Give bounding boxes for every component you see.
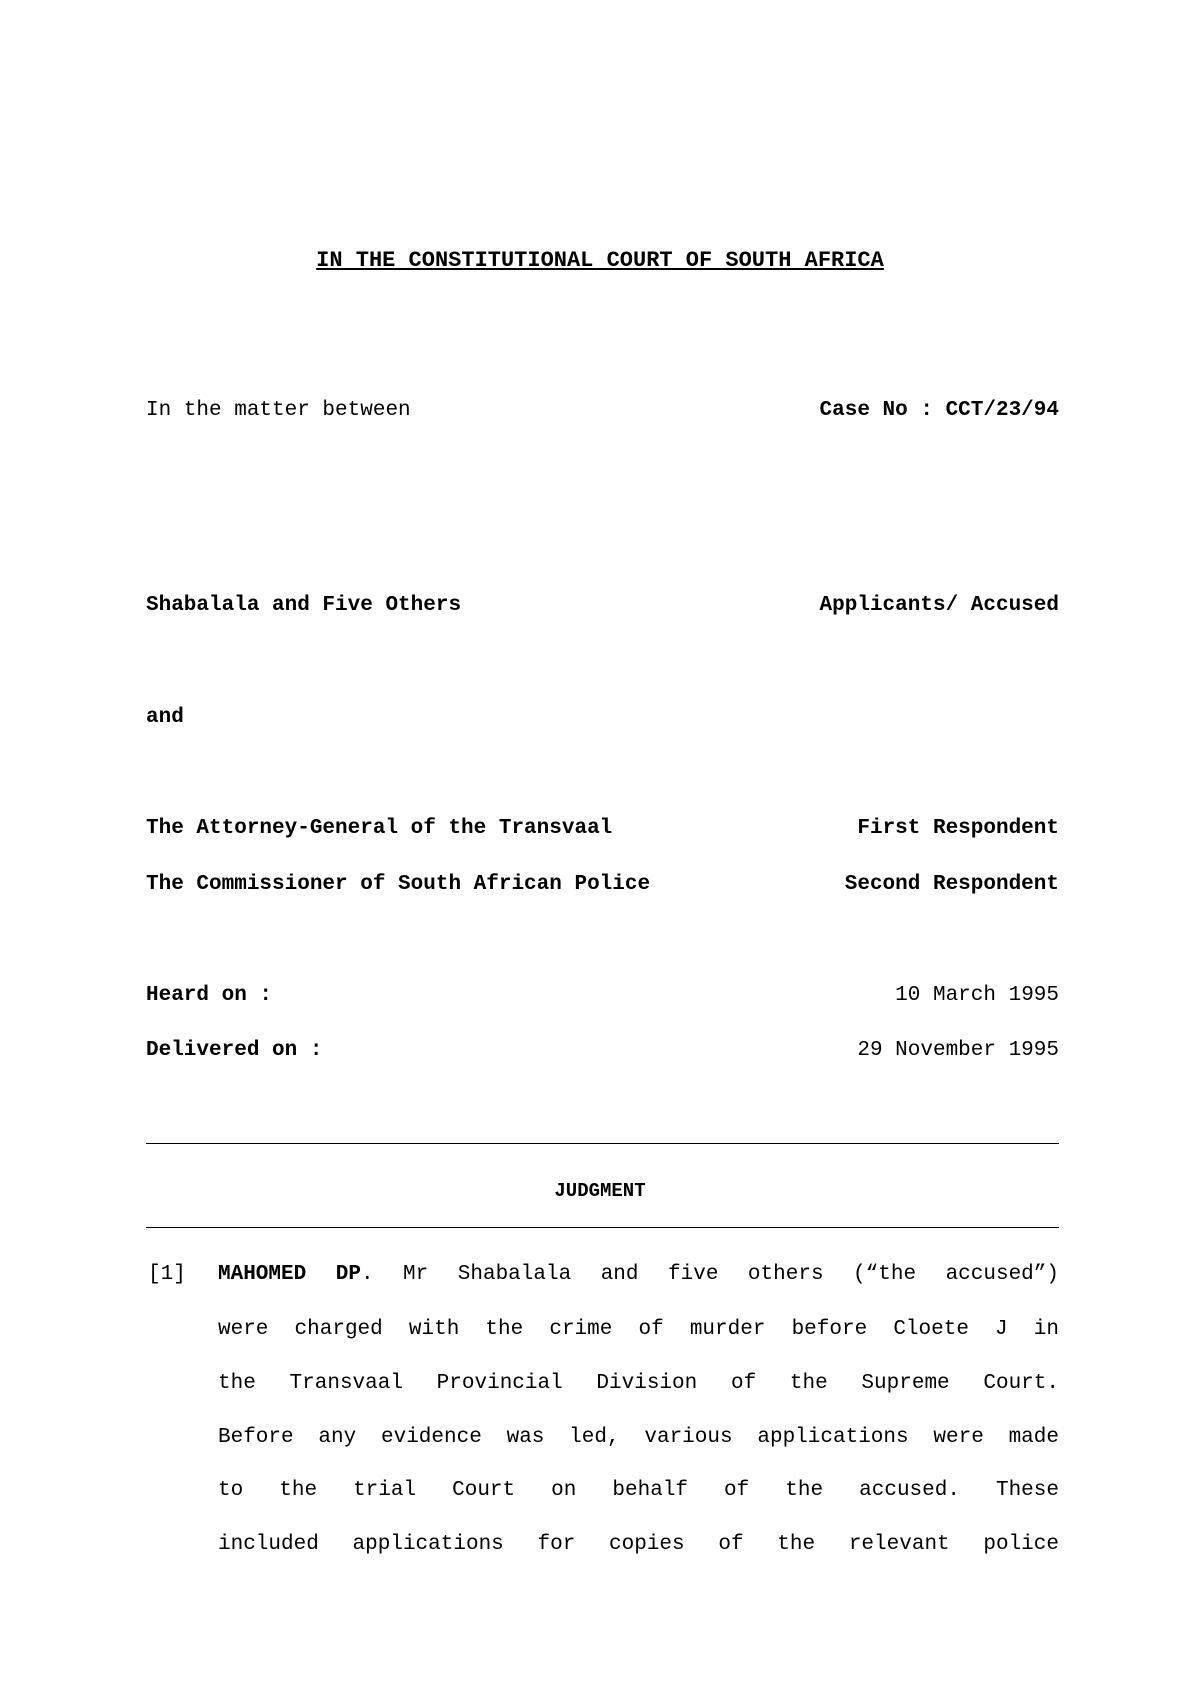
divider-bottom [146, 1227, 1059, 1228]
paragraph-line: included applications for copies of the relevant police [218, 1533, 1059, 1556]
heard-label: Heard on : [146, 984, 273, 1007]
court-title: IN THE CONSTITUTIONAL COURT OF SOUTH AFRICA [316, 248, 884, 273]
respondent-name: The Commissioner of South African Police [146, 873, 651, 896]
heard-date: 10 March 1995 [895, 984, 1059, 1007]
paragraph-number: [1] [148, 1263, 186, 1286]
judge-name: MAHOMED DP [218, 1263, 361, 1286]
respondent-name: The Attorney-General of the Transvaal [146, 817, 613, 840]
paragraph-line: Before any evidence was led, various applications were made [218, 1426, 1059, 1449]
applicants-name: Shabalala and Five Others [146, 594, 462, 617]
divider-top [146, 1143, 1059, 1144]
respondent-role: Second Respondent [844, 873, 1059, 896]
paragraph-line: the Transvaal Provincial Division of the Supreme Court. [218, 1372, 1059, 1395]
paragraph-line: were charged with the crime of murder before Cloete J in [218, 1318, 1059, 1341]
case-number: Case No : CCT/23/94 [819, 399, 1059, 422]
paragraph-opening-text: . Mr Shabalala and five others (“the accused”) [360, 1263, 1059, 1286]
respondent-role: First Respondent [857, 817, 1059, 840]
applicants-role: Applicants/ Accused [819, 594, 1059, 617]
party-conjunction: and [146, 706, 184, 729]
paragraph-line: to the trial Court on behalf of the accused. These [218, 1479, 1059, 1502]
delivered-label: Delivered on : [146, 1039, 323, 1062]
paragraph-line [218, 1264, 1059, 1285]
matter-intro: In the matter between [146, 399, 411, 422]
delivered-date: 29 November 1995 [857, 1039, 1059, 1062]
judgment-title: JUDGMENT [554, 1180, 646, 1202]
